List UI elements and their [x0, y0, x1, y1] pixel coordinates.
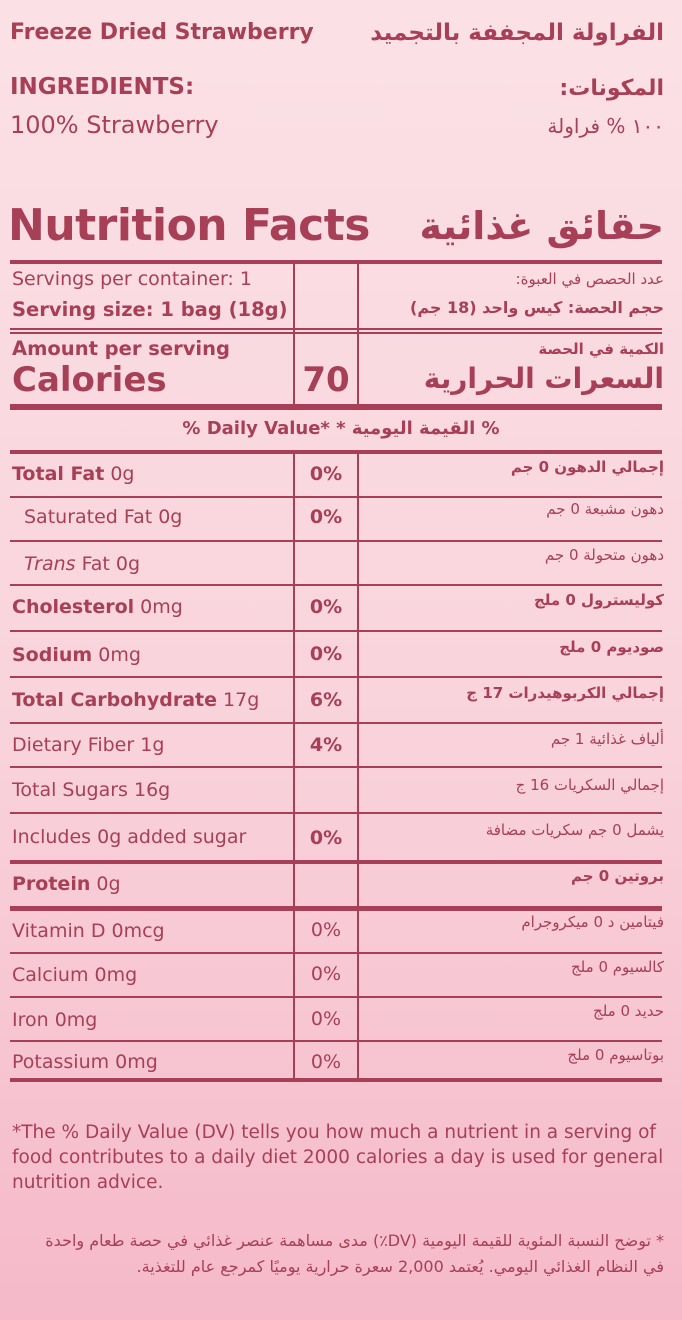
dv-header-rule: [10, 450, 662, 454]
rule: [10, 584, 662, 586]
nutrient-dv: 0%: [310, 1008, 342, 1030]
calories-thick-rule: [10, 404, 662, 410]
nutrient-dv: 0%: [310, 1051, 342, 1073]
nutrient-row-cholesterol: [12, 596, 183, 618]
nutrient-ar: يشمل 0 جم سكريات مضافة: [485, 821, 664, 839]
rule: [10, 1040, 662, 1042]
rule: [10, 676, 662, 678]
nutrient-dv: 0%: [310, 919, 342, 941]
rule: [10, 630, 662, 632]
nutrient-amount: 0mg: [134, 596, 183, 618]
ingredients-label-en: INGREDIENTS:: [10, 74, 195, 100]
nutrient-row-total-carbohydrate: [12, 689, 259, 711]
serving-size-en: Serving size: 1 bag (18g): [12, 298, 288, 321]
nutrient-ar: كوليسترول 0 ملج: [533, 591, 664, 609]
rule: [10, 812, 662, 814]
col-divider: [293, 264, 295, 406]
ingredients-label-ar: المكونات:: [559, 76, 664, 101]
col-divider: [293, 910, 295, 1080]
servings-per-container-en: Servings per container: 1: [12, 268, 252, 290]
col-divider: [357, 264, 359, 406]
nutrient-ar: ألياف غذائية 1 جم: [550, 730, 664, 748]
nutrient-name: Cholesterol: [12, 596, 135, 618]
ingredients-value-en: 100% Strawberry: [10, 111, 219, 139]
daily-value-header: % Daily Value* * القيمة اليومية %: [182, 418, 500, 439]
nutrient-row-total-fat: [12, 463, 135, 485]
nutrient-name: Dietary Fiber: [12, 734, 135, 756]
nutrient-ar: إجمالي السكريات 16 ج: [515, 776, 664, 794]
nutrient-name: Sodium: [12, 644, 93, 666]
amount-per-serving-en: Amount per serving: [12, 337, 230, 360]
nutrient-ar: إجمالي الدهون 0 جم: [510, 458, 664, 476]
nutrient-amount: 0g: [90, 873, 121, 895]
nutrient-dv: 0%: [309, 463, 343, 485]
nutrient-amount: 0mg: [48, 1009, 98, 1031]
nutrient-name: Iron: [12, 1009, 49, 1031]
nutrient-amount: 0mcg: [105, 920, 165, 942]
nutrient-amount: 0g: [152, 506, 183, 528]
nutrient-row-protein: [12, 873, 121, 895]
nutrient-row-saturated-fat: [24, 506, 182, 528]
nutrient-ar: بوتاسيوم 0 ملج: [567, 1046, 664, 1064]
footnote-ar: * توضح النسبة المئوية للقيمة اليومية (DV٪) مدى مساهمة عنصر غذائي في حصة طعام واحدة في النظام الغذائي اليومي. يُعتمد 2,000 سعرة حرارية يوميًا كمرجع عام للتغذية.: [45, 1231, 664, 1276]
nutrition-facts-title-ar: حقائق غذائية: [419, 204, 664, 248]
nutrient-ar: إجمالي الكربوهيدرات 17 ج: [466, 684, 664, 702]
amount-per-serving-ar: الكمية في الحصة: [538, 340, 664, 358]
nutrient-name: Saturated Fat: [24, 506, 153, 528]
rule: [10, 766, 662, 768]
rule: [10, 722, 662, 724]
nutrient-row-calcium: [12, 964, 137, 986]
nutrient-ar: حديد 0 ملج: [593, 1002, 664, 1020]
nutrient-name: Total Carbohydrate: [12, 689, 217, 711]
nutrient-ar: صوديوم 0 ملج: [559, 638, 664, 656]
rule: [10, 996, 662, 998]
nutrient-ar: فيتامين د 0 ميكروجرام: [521, 913, 664, 931]
rule: [10, 540, 662, 542]
col-divider: [293, 454, 295, 860]
nutrient-name: Vitamin D: [12, 920, 106, 942]
nutrient-name: Includes 0g added sugar: [12, 826, 247, 848]
nutrient-row-iron: [12, 1009, 97, 1031]
nutrient-ar: كالسيوم 0 ملج: [571, 958, 664, 976]
nutrient-amount: 0g: [104, 463, 135, 485]
nutrient-ar: بروتين 0 جم: [571, 867, 664, 885]
nutrient-dv: 6%: [309, 689, 343, 711]
nutrient-dv: 4%: [309, 734, 343, 756]
nutrient-amount: 17g: [216, 689, 260, 711]
nutrient-row-trans-fat: [24, 553, 140, 575]
nutrient-amount: 0mg: [92, 644, 141, 666]
calories-label-ar: السعرات الحرارية: [423, 362, 664, 395]
nutrient-dv: 0%: [309, 643, 343, 665]
table-top-rule: [10, 260, 662, 264]
serving-size-ar: حجم الحصة: كيس واحد (18 جم): [410, 298, 664, 317]
servings-per-container-ar: عدد الحصص في العبوة:: [515, 270, 664, 288]
col-divider: [293, 864, 295, 906]
nutrient-amount: Fat 0g: [75, 553, 141, 575]
nutrient-name: Calcium: [12, 964, 89, 986]
nutrient-row-total-sugars: [12, 779, 170, 801]
nutrient-dv: 0%: [309, 596, 343, 618]
nutrient-amount: 0mg: [109, 1051, 158, 1073]
nutrient-name: Trans: [24, 553, 76, 575]
product-name-en: Freeze Dried Strawberry: [10, 20, 314, 45]
nutrient-row-dietary-fiber: [12, 734, 164, 756]
protein-thick-rule: [10, 906, 662, 911]
rule: [10, 496, 662, 498]
ingredients-value-ar: ١٠٠ % فراولة: [547, 114, 664, 138]
nutrient-amount: 16g: [127, 779, 171, 801]
nutrient-name: Protein: [12, 873, 91, 895]
nutrient-ar: دهون متحولة 0 جم: [544, 546, 664, 564]
table-bottom-rule: [10, 1078, 662, 1082]
nutrient-amount: 1g: [134, 734, 165, 756]
nutrient-dv: 0%: [309, 827, 343, 849]
calories-value: 70: [302, 360, 350, 400]
nutrition-facts-title-en: Nutrition Facts: [8, 200, 370, 251]
footnote-en: *The % Daily Value (DV) tells you how much a nutrient in a serving of food contributes to a daily diet 2000 calories a day is used for general nutrition advice.: [12, 1122, 664, 1193]
nutrient-dv: 0%: [309, 506, 343, 528]
nutrient-row-vitamin-d: [12, 920, 165, 942]
rule: [10, 332, 662, 334]
calories-label-en: Calories: [12, 360, 167, 400]
nutrient-row-potassium: [12, 1051, 158, 1073]
nutrient-name: Total Fat: [12, 463, 105, 485]
nutrient-row-added-sugar: [12, 826, 246, 848]
rule: [10, 328, 662, 330]
product-name-ar: الفراولة المجففة بالتجميد: [370, 20, 664, 46]
nutrient-name: Total Sugars: [12, 779, 128, 801]
nutrient-ar: دهون مشبعة 0 جم: [546, 500, 664, 518]
nutrient-dv: 0%: [310, 963, 342, 985]
rule: [10, 860, 662, 864]
nutrient-name: Potassium: [12, 1051, 110, 1073]
nutrient-amount: 0mg: [88, 964, 138, 986]
nutrient-row-sodium: [12, 644, 141, 666]
rule: [10, 952, 662, 954]
